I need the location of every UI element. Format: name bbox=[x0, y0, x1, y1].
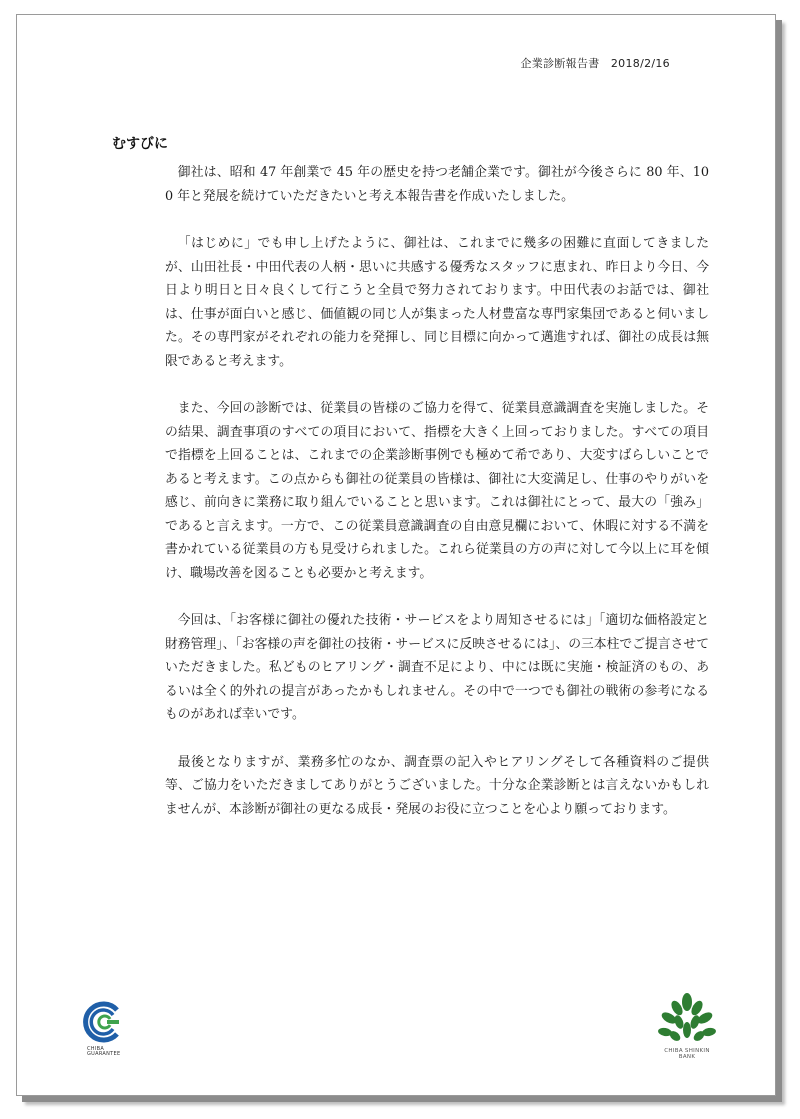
paragraph-4: 今回は、「お客様に御社の優れた技術・サービスをより周知させるには」「適切な価格設定と財務管理」、「お客様の声を御社の技術・サービスに反映させるには」、の三本柱でご提言させていただきました。私どものヒアリング・調査不足により、中には既に実施・検証済のもの、あるいは全く的外れの提言があったかもしれません。その中で一つでも御社の戦術の参考になるものがあれば幸いです。 bbox=[165, 613, 709, 722]
paragraph-2: 「はじめに」でも申し上げたように、御社は、これまでに幾多の困難に直面してきましたが、山田社長・中田代表の人柄・思いに共感する優秀なスタッフに恵まれ、昨日より今日、今日より明日と日々良くして行こうと全員で努力されております。中田代表のお話では、御社は、仕事が面白いと感じ、価値観の同じ人が集まった人材豊富な専門家集団であると伺いました。その専門家がそれぞれの能力を発揮し、同じ目標に向かって邁進すれば、御社の成長は無限であると考えます。 bbox=[165, 236, 710, 369]
report-header: 企業診断報告書 2018/2/16 bbox=[520, 57, 670, 70]
paragraph-5: 最後となりますが、業務多忙のなか、調査票の記入やヒアリングそして各種資料のご提供等、ご協力をいただきましてありがとうございました。十分な企業診断とは言えないかもしれませんが、本診断が御社の更なる成長・発展のお役に立つことを心より願っております。 bbox=[165, 754, 709, 817]
paragraph-1: 御社は、昭和 47 年創業で 45 年の歴史を持つ老舗企業です。御社が今後さらに 80 年、100 年と発展を続けていただきたいと考え本報告書を作成いたしました。 bbox=[165, 165, 709, 204]
chiba-shinkin-bank-logo bbox=[653, 990, 723, 1070]
right-logo-caption: CHIBA SHINKIN BANK bbox=[664, 1048, 710, 1060]
section-title: むすびに bbox=[112, 136, 168, 152]
lotus-leaves-icon bbox=[653, 990, 721, 1048]
body-text bbox=[165, 161, 709, 845]
chiba-guarantee-logo bbox=[81, 1000, 141, 1060]
chiba-guarantee-emblem-icon bbox=[81, 1000, 125, 1044]
document-page bbox=[16, 14, 776, 1096]
paragraph-3: また、今回の診断では、従業員の皆様のご協力を得て、従業員意識調査を実施しました。その結果、調査事項のすべての項目において、指標を大きく上回っておりました。すべての項目で指標を上回ることは、これまでの企業診断事例でも極めて希であり、大変すばらしいことであると考えます。この点からも御社の従業員の皆様は、御社に大変満足し、仕事のやりがいを感じ、前向きに業務に取り組んでいることと思います。これは御社にとって、最大の「強み」であると言えます。一方で、この従業員意識調査の自由意見欄において、休暇に対する不満を書かれている従業員の方も見受けられました。これら従業員の方の声に対して今以上に耳を傾け、職場改善を図ることも必要かと考えます。 bbox=[165, 401, 710, 581]
left-logo-caption: CHIBA GUARANTEE bbox=[87, 1046, 121, 1057]
